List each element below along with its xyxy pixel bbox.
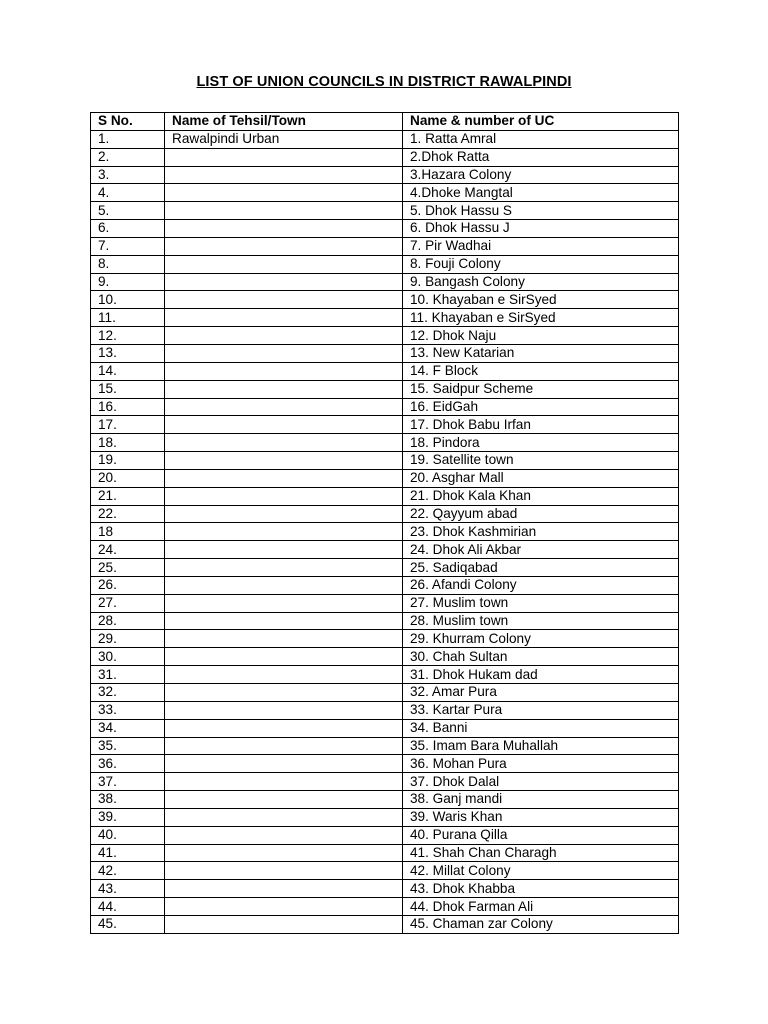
cell-uc-name: 12. Dhok Naju [403,327,679,345]
cell-tehsil-town [165,612,403,630]
cell-tehsil-town [165,469,403,487]
cell-tehsil-town [165,826,403,844]
cell-tehsil-town [165,184,403,202]
cell-serial-number: 40. [91,826,165,844]
cell-uc-name: 37. Dhok Dalal [403,773,679,791]
cell-serial-number: 36. [91,755,165,773]
cell-serial-number: 21. [91,487,165,505]
cell-serial-number: 42. [91,862,165,880]
table-row [91,255,679,273]
cell-serial-number: 32. [91,684,165,702]
cell-uc-name: 19. Satellite town [403,452,679,470]
table-row [91,808,679,826]
cell-tehsil-town [165,291,403,309]
table-row [91,487,679,505]
cell-tehsil-town [165,541,403,559]
cell-uc-name: 10. Khayaban e SirSyed [403,291,679,309]
cell-serial-number: 28. [91,612,165,630]
union-councils-table [90,112,679,934]
cell-uc-name: 27. Muslim town [403,594,679,612]
cell-tehsil-town [165,505,403,523]
cell-uc-name: 5. Dhok Hassu S [403,202,679,220]
table-row [91,273,679,291]
cell-serial-number: 34. [91,719,165,737]
table-row [91,880,679,898]
table-row [91,755,679,773]
table-row [91,416,679,434]
cell-serial-number: 9. [91,273,165,291]
table-row [91,434,679,452]
table-row [91,648,679,666]
table-row [91,202,679,220]
cell-serial-number: 43. [91,880,165,898]
cell-uc-name: 2.Dhok Ratta [403,148,679,166]
cell-uc-name: 38. Ganj mandi [403,791,679,809]
cell-tehsil-town [165,273,403,291]
cell-uc-name: 23. Dhok Kashmirian [403,523,679,541]
cell-tehsil-town [165,684,403,702]
cell-tehsil-town [165,737,403,755]
cell-uc-name: 17. Dhok Babu Irfan [403,416,679,434]
cell-uc-name: 11. Khayaban e SirSyed [403,309,679,327]
cell-serial-number: 16. [91,398,165,416]
cell-tehsil-town [165,755,403,773]
cell-uc-name: 29. Khurram Colony [403,630,679,648]
cell-uc-name: 16. EidGah [403,398,679,416]
table-row [91,291,679,309]
cell-serial-number: 13. [91,344,165,362]
table-row [91,380,679,398]
cell-uc-name: 42. Millat Colony [403,862,679,880]
cell-serial-number: 18 [91,523,165,541]
cell-serial-number: 2. [91,148,165,166]
cell-tehsil-town [165,880,403,898]
table-row [91,559,679,577]
cell-uc-name: 6. Dhok Hassu J [403,220,679,238]
cell-uc-name: 24. Dhok Ali Akbar [403,541,679,559]
cell-uc-name: 13. New Katarian [403,344,679,362]
cell-serial-number: 25. [91,559,165,577]
table-row [91,130,679,148]
cell-tehsil-town [165,791,403,809]
table-row [91,719,679,737]
table-row [91,915,679,933]
cell-tehsil-town [165,666,403,684]
cell-serial-number: 5. [91,202,165,220]
cell-uc-name: 36. Mohan Pura [403,755,679,773]
cell-uc-name: 40. Purana Qilla [403,826,679,844]
cell-tehsil-town [165,237,403,255]
cell-serial-number: 26. [91,576,165,594]
cell-serial-number: 7. [91,237,165,255]
cell-tehsil-town [165,701,403,719]
cell-uc-name: 1. Ratta Amral [403,130,679,148]
cell-serial-number: 38. [91,791,165,809]
cell-tehsil-town [165,309,403,327]
cell-serial-number: 27. [91,594,165,612]
header-tehsil-town: Name of Tehsil/Town [165,113,403,131]
cell-tehsil-town [165,434,403,452]
cell-serial-number: 1. [91,130,165,148]
cell-uc-name: 3.Hazara Colony [403,166,679,184]
cell-uc-name: 9. Bangash Colony [403,273,679,291]
cell-uc-name: 25. Sadiqabad [403,559,679,577]
cell-serial-number: 37. [91,773,165,791]
table-row [91,666,679,684]
cell-uc-name: 41. Shah Chan Charagh [403,844,679,862]
cell-serial-number: 17. [91,416,165,434]
cell-tehsil-town [165,344,403,362]
cell-tehsil-town [165,202,403,220]
cell-serial-number: 11. [91,309,165,327]
cell-tehsil-town [165,576,403,594]
cell-tehsil-town [165,327,403,345]
cell-tehsil-town [165,362,403,380]
cell-uc-name: 32. Amar Pura [403,684,679,702]
cell-tehsil-town [165,416,403,434]
cell-tehsil-town [165,719,403,737]
cell-serial-number: 35. [91,737,165,755]
cell-serial-number: 24. [91,541,165,559]
cell-tehsil-town [165,398,403,416]
table-row [91,362,679,380]
cell-tehsil-town [165,630,403,648]
cell-uc-name: 14. F Block [403,362,679,380]
cell-serial-number: 39. [91,808,165,826]
header-serial-number: S No. [91,113,165,131]
cell-uc-name: 33. Kartar Pura [403,701,679,719]
cell-uc-name: 28. Muslim town [403,612,679,630]
cell-uc-name: 45. Chaman zar Colony [403,915,679,933]
cell-tehsil-town [165,255,403,273]
cell-tehsil-town [165,452,403,470]
table-row [91,220,679,238]
cell-tehsil-town [165,898,403,916]
cell-tehsil-town [165,487,403,505]
table-row [91,844,679,862]
cell-uc-name: 7. Pir Wadhai [403,237,679,255]
cell-uc-name: 21. Dhok Kala Khan [403,487,679,505]
table-row [91,309,679,327]
table-row [91,398,679,416]
cell-uc-name: 22. Qayyum abad [403,505,679,523]
cell-tehsil-town [165,915,403,933]
cell-tehsil-town [165,844,403,862]
cell-serial-number: 15. [91,380,165,398]
cell-tehsil-town [165,166,403,184]
cell-serial-number: 8. [91,255,165,273]
cell-serial-number: 44. [91,898,165,916]
cell-tehsil-town [165,862,403,880]
table-row [91,523,679,541]
table-row [91,773,679,791]
cell-tehsil-town [165,773,403,791]
cell-tehsil-town [165,523,403,541]
cell-tehsil-town [165,559,403,577]
cell-serial-number: 22. [91,505,165,523]
cell-tehsil-town [165,148,403,166]
cell-uc-name: 31. Dhok Hukam dad [403,666,679,684]
cell-serial-number: 30. [91,648,165,666]
document-title: LIST OF UNION COUNCILS IN DISTRICT RAWALPINDI [196,74,572,90]
cell-serial-number: 19. [91,452,165,470]
cell-tehsil-town [165,220,403,238]
cell-uc-name: 35. Imam Bara Muhallah [403,737,679,755]
table-row [91,826,679,844]
table-row [91,630,679,648]
table-row [91,184,679,202]
table-row [91,791,679,809]
table-row [91,541,679,559]
cell-serial-number: 20. [91,469,165,487]
table-row [91,148,679,166]
cell-uc-name: 30. Chah Sultan [403,648,679,666]
cell-uc-name: 4.Dhoke Mangtal [403,184,679,202]
cell-uc-name: 26. Afandi Colony [403,576,679,594]
cell-serial-number: 29. [91,630,165,648]
cell-uc-name: 39. Waris Khan [403,808,679,826]
cell-serial-number: 18. [91,434,165,452]
table-row [91,898,679,916]
cell-serial-number: 4. [91,184,165,202]
cell-uc-name: 20. Asghar Mall [403,469,679,487]
cell-uc-name: 18. Pindora [403,434,679,452]
table-row [91,327,679,345]
cell-serial-number: 14. [91,362,165,380]
cell-uc-name: 43. Dhok Khabba [403,880,679,898]
table-row [91,576,679,594]
table-header-row [91,113,679,131]
cell-serial-number: 3. [91,166,165,184]
table-row [91,594,679,612]
cell-uc-name: 15. Saidpur Scheme [403,380,679,398]
header-uc-name-number: Name & number of UC [403,113,679,131]
table-row [91,737,679,755]
cell-tehsil-town [165,648,403,666]
cell-serial-number: 12. [91,327,165,345]
cell-tehsil-town [165,808,403,826]
cell-serial-number: 45. [91,915,165,933]
table-row [91,505,679,523]
table-row [91,684,679,702]
table-row [91,237,679,255]
cell-uc-name: 44. Dhok Farman Ali [403,898,679,916]
cell-serial-number: 33. [91,701,165,719]
cell-serial-number: 31. [91,666,165,684]
table-row [91,452,679,470]
cell-serial-number: 41. [91,844,165,862]
cell-tehsil-town [165,380,403,398]
table-row [91,344,679,362]
table-row [91,612,679,630]
cell-tehsil-town: Rawalpindi Urban [165,130,403,148]
cell-serial-number: 10. [91,291,165,309]
cell-uc-name: 8. Fouji Colony [403,255,679,273]
table-row [91,862,679,880]
table-row [91,469,679,487]
table-row [91,166,679,184]
table-row [91,701,679,719]
table-body [91,130,679,933]
cell-serial-number: 6. [91,220,165,238]
cell-uc-name: 34. Banni [403,719,679,737]
cell-tehsil-town [165,594,403,612]
